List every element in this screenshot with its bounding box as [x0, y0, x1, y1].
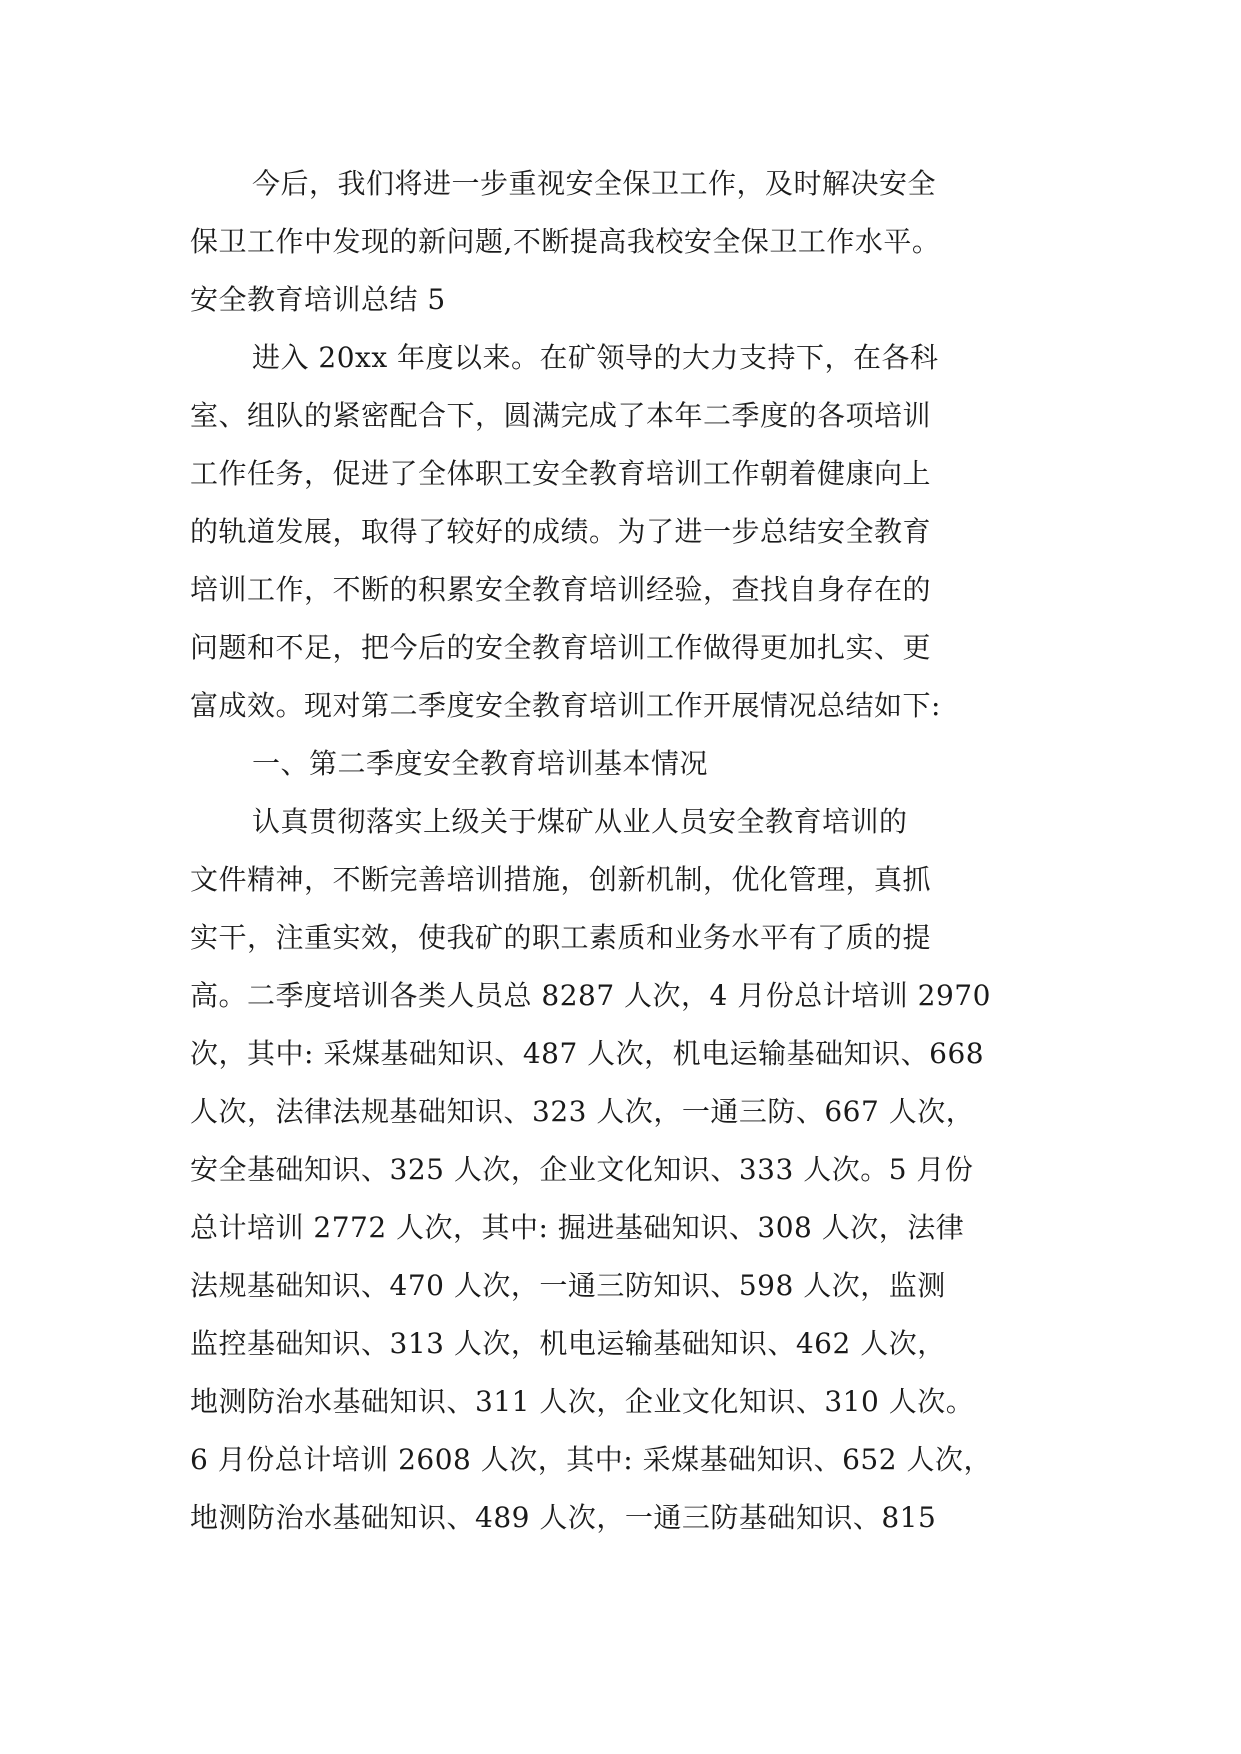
paragraph-line: 今后，我们将进一步重视安全保卫工作，及时解决安全: [252, 167, 937, 200]
paragraph-line: 问题和不足，把今后的安全教育培训工作做得更加扎实、更: [190, 631, 932, 664]
paragraph-line: 高。二季度培训各类人员总 8287 人次，4 月份总计培训 2970: [190, 979, 991, 1012]
paragraph-line: 富成效。现对第二季度安全教育培训工作开展情况总结如下:: [190, 689, 941, 722]
paragraph-line: 总计培训 2772 人次，其中: 掘进基础知识、308 人次，法律: [190, 1211, 965, 1244]
paragraph-line: 认真贯彻落实上级关于煤矿从业人员安全教育培训的: [252, 805, 908, 838]
paragraph-line: 的轨道发展，取得了较好的成绩。为了进一步总结安全教育: [190, 515, 932, 548]
paragraph-line: 进入 20xx 年度以来。在矿领导的大力支持下，在各科: [252, 341, 939, 374]
paragraph-line: 室、组队的紧密配合下，圆满完成了本年二季度的各项培训: [190, 399, 932, 432]
paragraph-line: 次，其中: 采煤基础知识、487 人次，机电运输基础知识、668: [190, 1037, 985, 1070]
paragraph-line: 6 月份总计培训 2608 人次，其中: 采煤基础知识、652 人次，: [190, 1443, 992, 1476]
paragraph-line: 安全基础知识、325 人次，企业文化知识、333 人次。5 月份: [190, 1153, 974, 1186]
section-title: 安全教育培训总结 5: [190, 283, 446, 316]
paragraph-line: 法规基础知识、470 人次，一通三防知识、598 人次，监测: [190, 1269, 946, 1302]
paragraph-line: 地测防治水基础知识、311 人次，企业文化知识、310 人次。: [190, 1385, 975, 1418]
paragraph-line: 人次，法律法规基础知识、323 人次，一通三防、667 人次，: [190, 1095, 975, 1128]
paragraph-line: 监控基础知识、313 人次，机电运输基础知识、462 人次，: [190, 1327, 946, 1360]
paragraph-line: 工作任务，促进了全体职工安全教育培训工作朝着健康向上: [190, 457, 932, 490]
paragraph-line: 地测防治水基础知识、489 人次，一通三防基础知识、815: [190, 1501, 937, 1534]
paragraph-line: 文件精神，不断完善培训措施，创新机制，优化管理，真抓: [190, 863, 932, 896]
paragraph-line: 培训工作，不断的积累安全教育培训经验，查找自身存在的: [190, 573, 932, 606]
paragraph-line: 实干，注重实效，使我矿的职工素质和业务水平有了质的提: [190, 921, 932, 954]
paragraph-line: 保卫工作中发现的新问题,不断提高我校安全保卫工作水平。: [190, 225, 941, 258]
subsection-heading: 一、第二季度安全教育培训基本情况: [252, 747, 709, 780]
